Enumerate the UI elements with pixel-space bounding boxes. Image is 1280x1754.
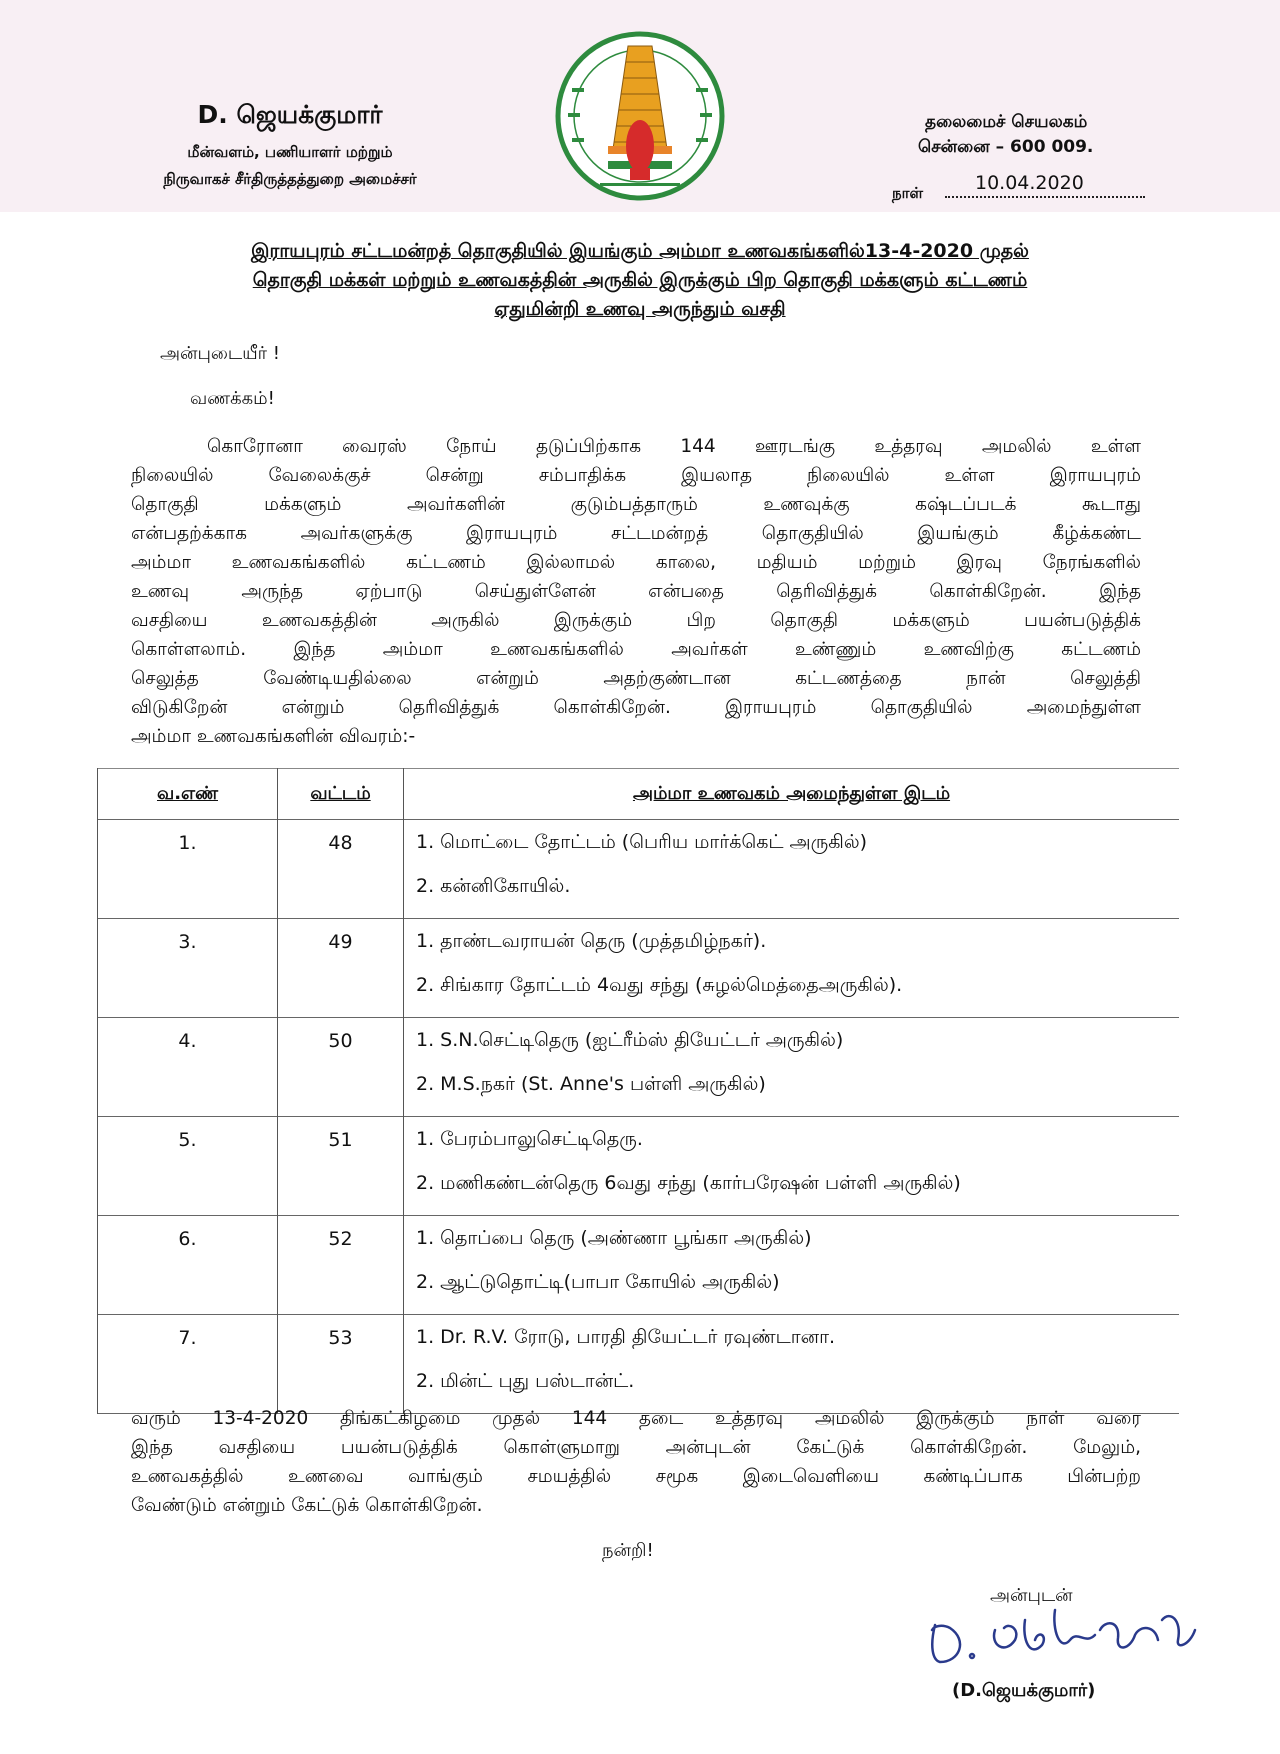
ward-cell: 52 <box>278 1216 404 1315</box>
body-line: விடுகிறேன் என்றும் தெரிவித்துக் கொள்கிறேன். இராயபுரம் தொகுதியில் அமைந்துள்ள <box>131 697 1141 718</box>
table-row <box>98 1315 1180 1414</box>
body-paragraph <box>131 432 1141 751</box>
closing-line: இந்த வசதியை பயன்படுத்திக் கொள்ளுமாறு அன்புடன் கேட்டுக் கொள்கிறேன். மேலும், <box>131 1437 1141 1458</box>
closing-line: உணவகத்தில் உணவை வாங்கும் சமயத்தில் சமூக இடைவெளியை கண்டிப்பாக பின்பற்ற <box>131 1466 1141 1487</box>
serial-no-cell: 4. <box>98 1018 278 1117</box>
location-cell <box>404 820 1180 919</box>
serial-no-cell: 1. <box>98 820 278 919</box>
ward-cell: 50 <box>278 1018 404 1117</box>
body-line: உணவு அருந்த ஏற்பாடு செய்துள்ளேன் என்பதை தெரிவித்துக் கொள்கிறேன். இந்த <box>131 581 1141 602</box>
body-line: செலுத்த வேண்டியதில்லை என்றும் அதற்குண்டான கட்டணத்தை நான் செலுத்தி <box>131 668 1141 689</box>
location-item: 2. ஆட்டுதொட்டி(பாபா கோயில் அருகில்) <box>416 1271 780 1293</box>
header-ward: வட்டம் <box>278 769 404 820</box>
designation-line-1: மீன்வளம், பணியாளர் மற்றும் <box>187 143 393 161</box>
location-item: 1. பேரம்பாலுசெட்டிதெரு. <box>416 1128 643 1150</box>
subject-line-2: தொகுதி மக்கள் மற்றும் உணவகத்தின் அருகில் இருக்கும் பிற தொகுதி மக்களும் கட்டணம் <box>252 269 1028 291</box>
location-item: 1. S.N.செட்டிதெரு (ஐட்ரீம்ஸ் தியேட்டர் அருகில்) <box>416 1029 844 1051</box>
serial-no-cell: 3. <box>98 919 278 1018</box>
subject-line-3: ஏதுமின்றி உணவு அருந்தும் வசதி <box>494 298 786 320</box>
closing-paragraph <box>131 1404 1141 1520</box>
body-line: என்பதற்க்காக அவர்களுக்கு இராயபுரம் சட்டமன்றத் தொகுதியில் இயங்கும் கீழ்க்கண்ட <box>131 523 1141 544</box>
table-row <box>98 1117 1180 1216</box>
amma-unavagam-table <box>97 768 1179 1414</box>
signatory-name: (D.ஜெயக்குமார்) <box>952 1680 1096 1701</box>
body-line: அம்மா உணவகங்களின் விவரம்:- <box>131 726 416 747</box>
table-row <box>98 1216 1180 1315</box>
location-item: 1. மொட்டை தோட்டம் (பெரிய மார்க்கெட் அருகில்) <box>416 831 868 853</box>
sign-off: அன்புடன் <box>990 1585 1073 1606</box>
serial-no-cell: 5. <box>98 1117 278 1216</box>
table-row <box>98 919 1180 1018</box>
location-item: 1. Dr. R.V. ரோடு, பாரதி தியேட்டர் ரவுண்டானா. <box>416 1326 836 1348</box>
closing-line: வரும் 13-4-2020 திங்கட்கிழமை முதல் 144 தடை உத்தரவு அமலில் இருக்கும் நாள் வரை <box>131 1408 1141 1429</box>
ward-cell: 49 <box>278 919 404 1018</box>
designation-line-2: நிருவாகச் சீர்திருத்தத்துறை அமைச்சர் <box>163 170 417 188</box>
letter-date: 10.04.2020 <box>975 172 1084 194</box>
location-cell <box>404 1315 1180 1414</box>
salutation: அன்புடையீர் ! <box>160 343 280 364</box>
table-header-row <box>98 769 1180 820</box>
closing-line: வேண்டும் என்றும் கேட்டுக் கொள்கிறேன். <box>131 1495 483 1516</box>
thanks-text: நன்றி! <box>602 1540 654 1561</box>
office-name: தலைமைச் செயலகம் <box>925 112 1088 132</box>
serial-no-cell: 7. <box>98 1315 278 1414</box>
date-label: நாள் <box>892 184 923 202</box>
body-line: தொகுதி மக்களும் அவர்களின் குடும்பத்தாரும் உணவுக்கு கஷ்டப்படக் கூடாது <box>131 494 1141 515</box>
location-item: 1. தொப்பை தெரு (அண்ணா பூங்கா அருகில்) <box>416 1227 812 1249</box>
location-item: 2. மின்ட் புது பஸ்டான்ட். <box>416 1370 635 1392</box>
ward-cell: 51 <box>278 1117 404 1216</box>
handwritten-signature <box>920 1590 1210 1670</box>
ward-cell: 53 <box>278 1315 404 1414</box>
location-item: 2. மணிகண்டன்தெரு 6வது சந்து (கார்பரேஷன் பள்ளி அருகில்) <box>416 1172 961 1194</box>
location-cell <box>404 1216 1180 1315</box>
location-cell <box>404 1117 1180 1216</box>
body-line: நிலையில் வேலைக்குச் சென்று சம்பாதிக்க இயலாத நிலையில் உள்ள இராயபுரம் <box>131 465 1141 486</box>
header-location: அம்மா உணவகம் அமைந்துள்ள இடம் <box>404 769 1180 820</box>
date-dotted-line <box>945 196 1145 198</box>
body-line: அம்மா உணவகங்களில் கட்டணம் இல்லாமல் காலை, மதியம் மற்றும் இரவு நேரங்களில் <box>131 552 1141 573</box>
office-city: சென்னை – 600 009. <box>918 137 1094 157</box>
table-row <box>98 820 1180 919</box>
minister-name: D. ஜெயக்குமார் <box>197 100 383 129</box>
ward-cell: 48 <box>278 820 404 919</box>
location-item: 2. சிங்கார தோட்டம் 4வது சந்து (சுழல்மெத்தைஅருகில்). <box>416 974 903 996</box>
location-cell <box>404 919 1180 1018</box>
location-cell <box>404 1018 1180 1117</box>
greeting: வணக்கம்! <box>190 388 275 409</box>
location-item: 2. கன்னிகோயில். <box>416 875 571 897</box>
body-line: கொரோனா வைரஸ் நோய் தடுப்பிற்காக 144 ஊரடங்கு உத்தரவு அமலில் உள்ள <box>207 436 1141 457</box>
table-row <box>98 1018 1180 1117</box>
body-line: கொள்ளலாம். இந்த அம்மா உணவகங்களில் அவர்கள் உண்ணும் உணவிற்கு கட்டணம் <box>131 639 1141 660</box>
subject-line-1: இராயபுரம் சட்டமன்றத் தொகுதியில் இயங்கும் அம்மா உணவகங்களில்13-4-2020 முதல் <box>251 240 1029 262</box>
body-line: வசதியை உணவகத்தின் அருகில் இருக்கும் பிற தொகுதி மக்களும் பயன்படுத்திக் <box>131 610 1141 631</box>
tamil-nadu-emblem-logo <box>550 28 730 218</box>
header-serial-no: வ.எண் <box>98 769 278 820</box>
serial-no-cell: 6. <box>98 1216 278 1315</box>
location-item: 2. M.S.நகர் (St. Anne's பள்ளி அருகில்) <box>416 1073 766 1095</box>
location-item: 1. தாண்டவராயன் தெரு (முத்தமிழ்நகர்). <box>416 930 767 952</box>
